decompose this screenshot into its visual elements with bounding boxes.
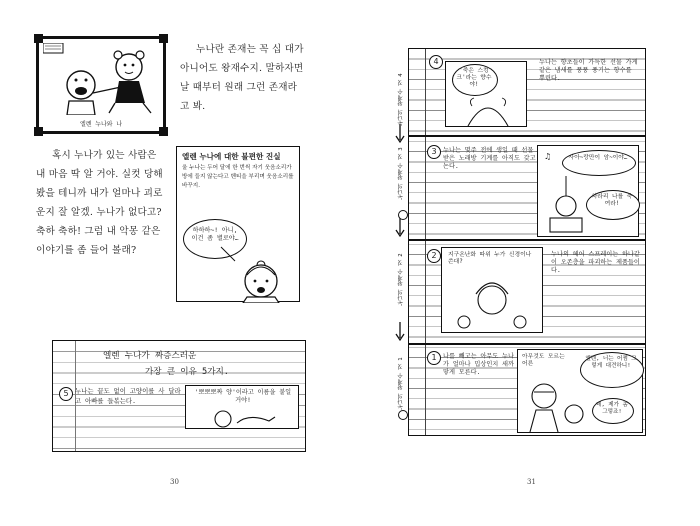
music-note-icon: ♫	[544, 152, 552, 161]
binder-hole	[398, 210, 408, 220]
page-margin-line	[425, 49, 426, 435]
page-number-right: 31	[527, 478, 536, 486]
speech-bubble	[562, 150, 636, 176]
item2-picture	[441, 247, 543, 333]
karaoke-illustration	[544, 176, 588, 234]
photo-corner	[34, 34, 43, 43]
main-paragraph: 혹시 누나가 있는 사람은 내 마음 딱 알 거야. 실컷 당해 봤을 테니까 내가 얼마나 괴로운지 잘 알겠. 누나가 없다고? 축하 축하! 그럼 내 악몽 같은 이야기를 좀 들어 볼래?	[36, 150, 163, 256]
photo-caption: 엘렌 누나와 나	[79, 121, 122, 128]
girl-illustration	[217, 239, 301, 303]
item-number-2: 2	[427, 249, 441, 263]
kids-illustration	[43, 43, 159, 115]
item4-text: 누나는 향초들이 가득한 선물 가게 같은 냄새를 풍풍 풍기는 향수를 뿌린다.	[539, 59, 638, 82]
item2-text-right: 누나의 헤어 스프레이는 하나같이 오존층을 파괴하는 제품들이다.	[551, 251, 640, 274]
item-number-4: 4	[429, 55, 443, 69]
side-caption-2: 누나의 왕재수 짓 2	[398, 253, 404, 306]
arrow-down-icon	[394, 124, 406, 144]
photo-corner	[34, 127, 43, 136]
item4-picture	[445, 61, 527, 127]
item4-bubble-text: '죽은 스컹크'라는 향수야!	[456, 68, 492, 88]
section-divider	[409, 135, 645, 137]
side-caption-1: 누나의 왕재수 짓 1	[398, 357, 404, 410]
photo-corner	[159, 127, 168, 136]
item-number-3: 3	[427, 145, 441, 159]
item1-text-mid: 아무것도 모르는 어른	[522, 354, 565, 368]
item1-bubble-right: 엘렌, 너는 어쩜 그렇게 대견하니!	[585, 356, 637, 369]
section-divider	[409, 343, 645, 345]
item3-picture	[537, 145, 639, 237]
note-title-line2: 가장 큰 이유 5가지.	[145, 367, 229, 377]
cat-illustration	[199, 409, 289, 429]
note-title-line1: 엘렌 누나가 짜증스러운	[103, 351, 197, 361]
item3-text: 누나는 몇주 전에 생일 때 선물 받은 노래방 기계를 아직도 갖고 논다.	[443, 147, 536, 170]
hairspray-illustration	[456, 272, 532, 330]
photo-frame	[36, 36, 166, 134]
item3-bubble-top: 사아~랑만이 암~이야…	[568, 155, 628, 161]
side-caption-4: 누나의 왕재수 짓 4	[398, 73, 404, 126]
page-number-left: 30	[170, 478, 179, 486]
side-caption-3: 누나의 왕재수 짓 3	[398, 147, 404, 200]
item2-text: 지구온난화 따위 누가 신경이나 쓴대?	[448, 252, 532, 266]
girl-perfume-illustration	[464, 96, 512, 126]
intro-paragraph: 누나란 존재는 꼭 십 대가 아니어도 왕재수지. 말하자면 날 때부터 원래 그런 존재라고 봐.	[180, 44, 304, 112]
arrow-down-icon	[394, 322, 406, 342]
item-number-5: 5	[59, 387, 73, 401]
item1-picture	[517, 349, 643, 433]
item3-bubble-bottom: 차라리 나를 죽여라!	[591, 194, 633, 207]
photo-corner	[159, 34, 168, 43]
adult-and-girl-illustration	[524, 378, 588, 432]
lined-note	[52, 340, 306, 452]
binder-hole	[398, 410, 408, 420]
box-bubble-text: 하하하~! 아니, 이건 좀 별로야…	[191, 227, 239, 242]
sidebar-box	[176, 146, 300, 302]
box-title: 엘렌 누나에 대한 불편한 진실	[182, 152, 281, 161]
arrow-down-icon	[394, 218, 406, 238]
item1-bubble-small: 네, 제가 좀 그렇죠!	[596, 402, 628, 415]
note-bubble-text: '뽀뽀뽀짜 양'이라고 이름을 붙일 거야!	[194, 389, 292, 404]
notebook-page	[408, 48, 646, 436]
box-body: 울 누나는 두어 달에 한 번씩 자기 웃음소리가 방에 들지 않는다고 벤티을 부리며 웃음소리를 바꾸지.	[182, 165, 294, 189]
item-number-1: 1	[427, 351, 441, 365]
note-item-text: 누나는 끝도 없이 고양이를 사 달라고 아빠를 들볶는다.	[75, 387, 181, 405]
section-divider	[409, 239, 645, 241]
item1-text: 나를 빼고는 아무도 누나가 얼마나 밉상인지 새까맣게 모른다.	[443, 353, 514, 376]
